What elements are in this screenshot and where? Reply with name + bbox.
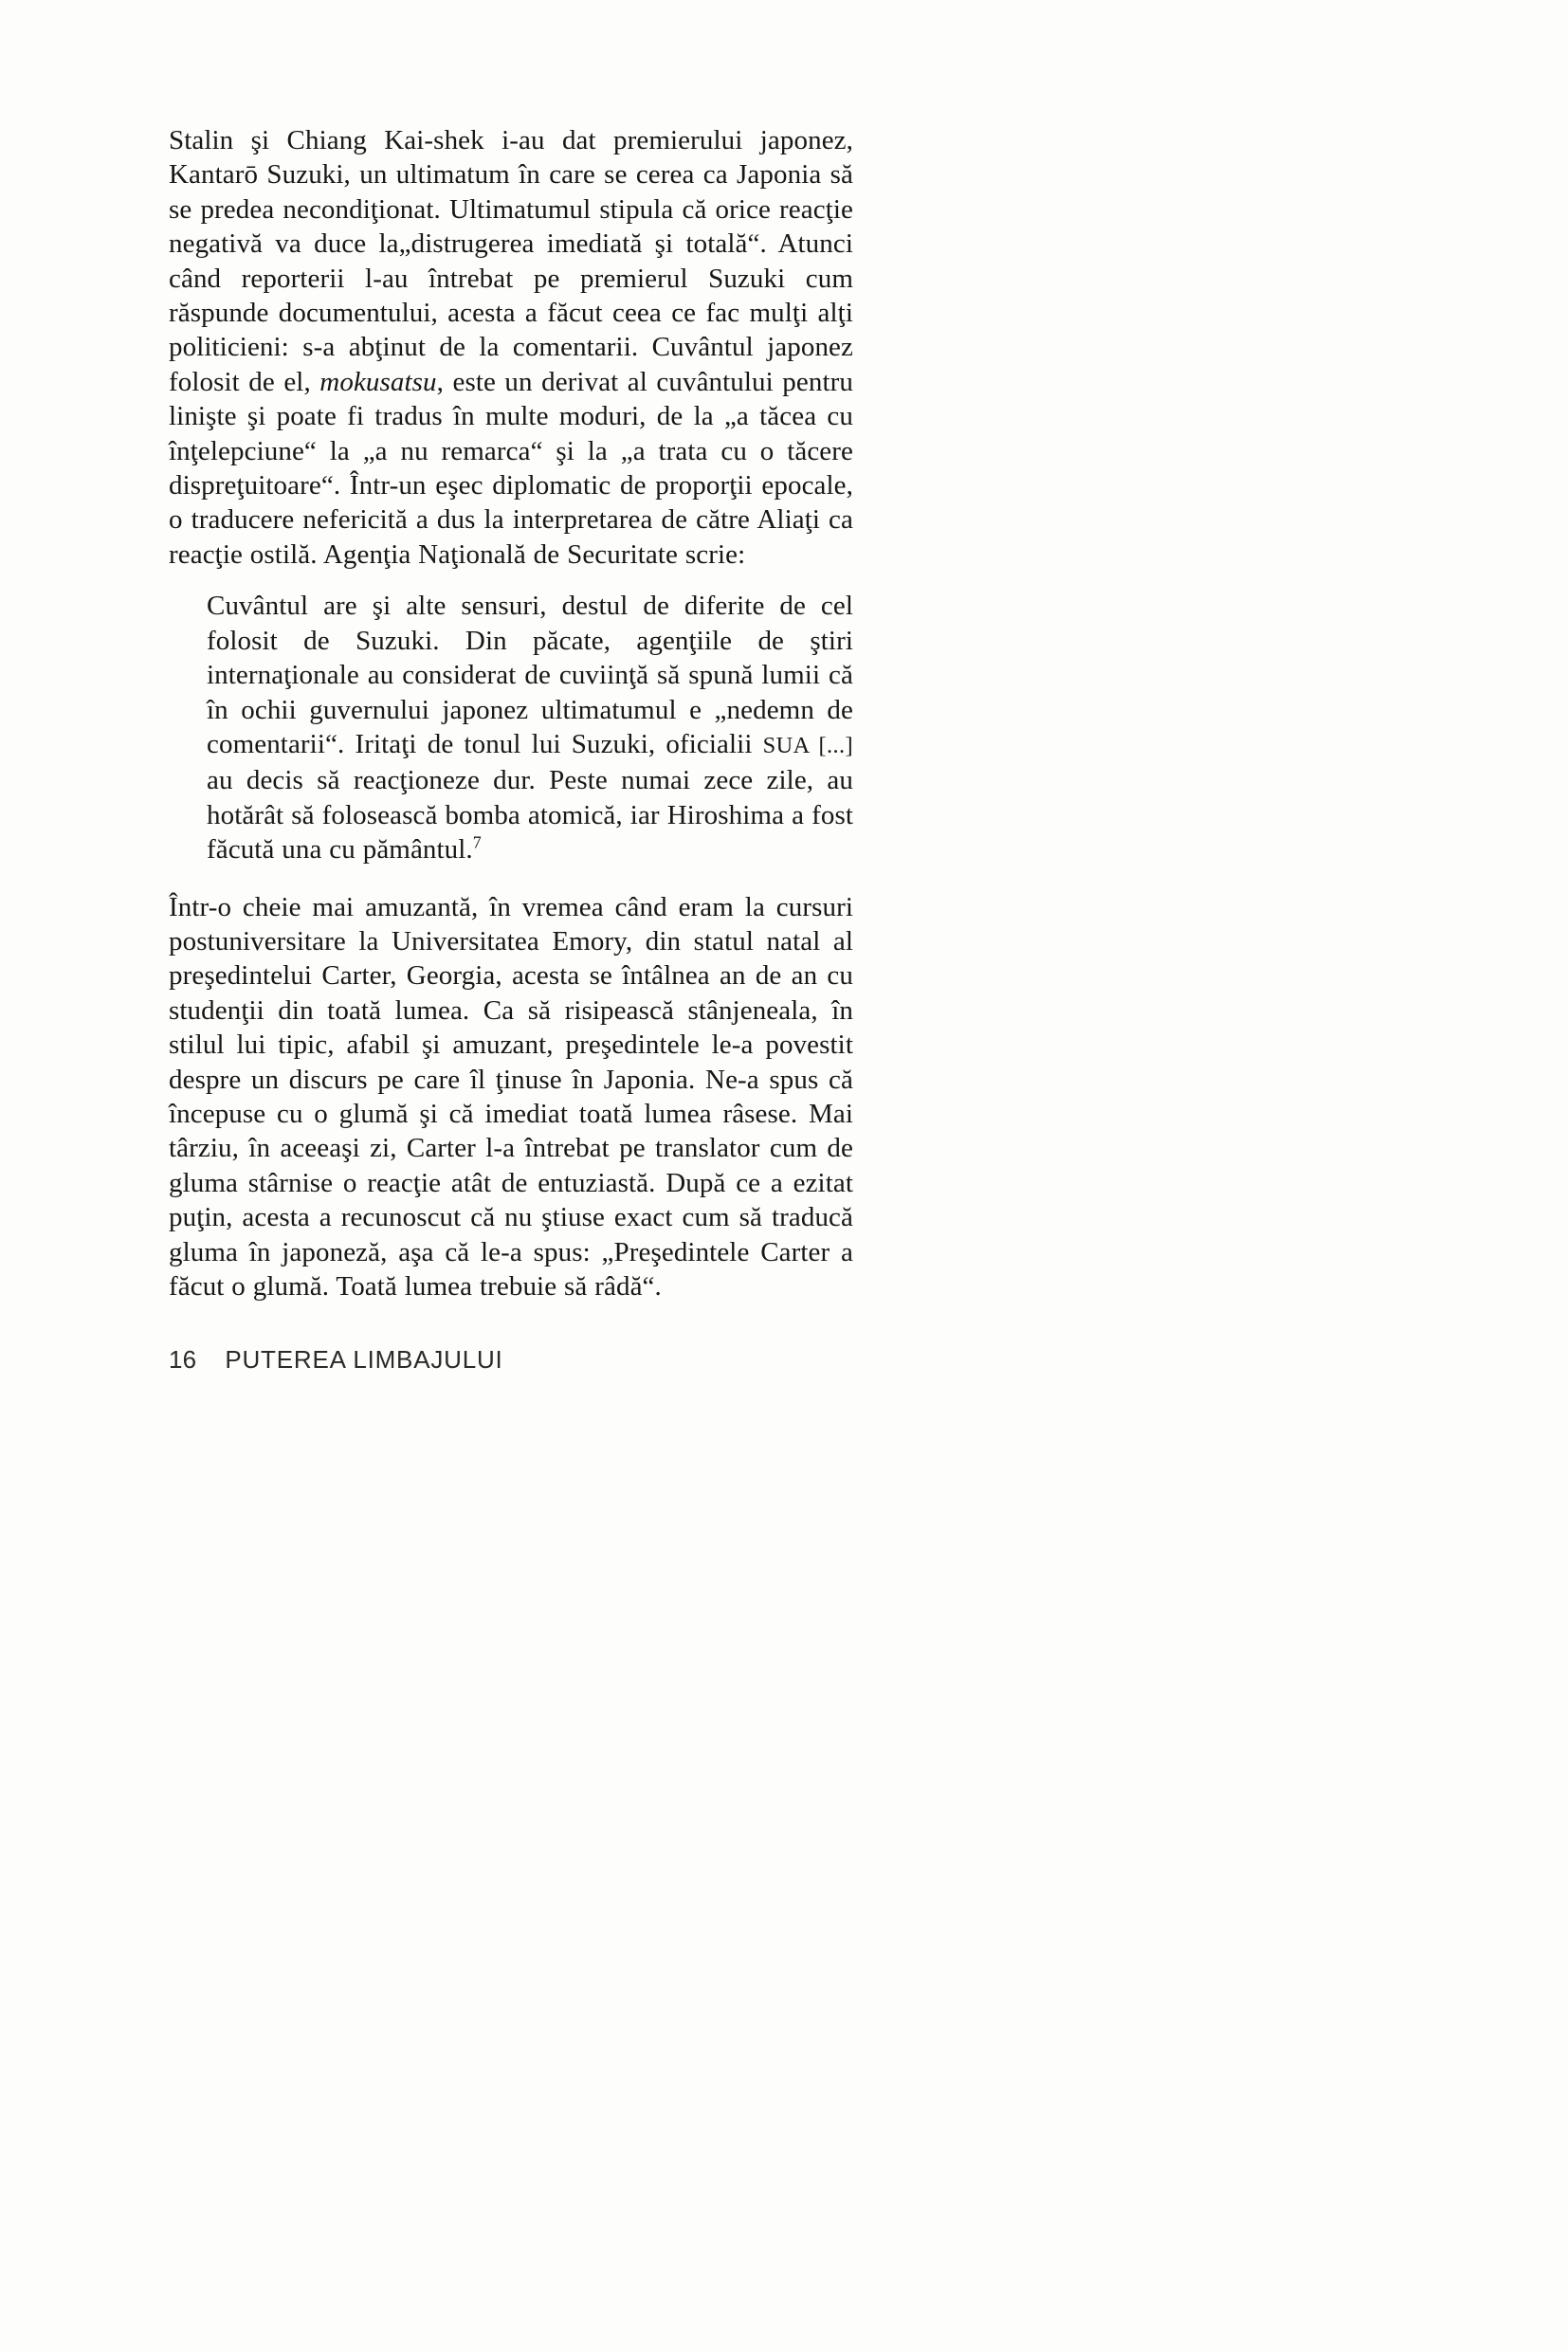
paragraph-ultimatum-text: Stalin şi Chiang Kai-shek i-au dat premierului japonez, Kantarō Suzuki, un ultimatum în care se cerea ca Japonia să se predea necondiţionat. Ultimatumul stipula că orice reacţie negativă va duce la„distrugerea imediată şi totală“. Atunci când reporterii l-au întrebat pe premierul Suzuki cum răspunde documentului, acesta a făcut ceea ce fac mulţi alţi politicieni: s-a abţinut de la comentarii. Cuvântul japonez folosit de el, [169,125,853,397]
blockquote-sua-segment: SUA [...] [762,732,853,758]
page-footer [169,1345,853,1375]
footnote-reference-7: 7 [472,832,482,852]
paragraph-carter: Într-o cheie mai amuzantă, în vremea când eram la cursuri postuniversitare la Universitatea Emory, din statul natal al preşedintelui Carter, Georgia, acesta se întâlnea an de an cu studenţii din toată lumea. Ca să risipească stânjeneala, în stilul lui tipic, afabil şi amuzant, preşedintele le-a povestit despre un discurs pe care îl ţinuse în Japonia. Ne-a spus că începuse cu o glumă şi că imediat toată lumea râsese. Mai târziu, în aceeaşi zi, Carter l-a întrebat pe translator cum de gluma stârnise o reacţie atât de entuziastă. După ce a ezitat puţin, acesta a recunoscut că nu ştiuse exact cum să traducă gluma în japoneză, aşa că le-a spus: „Preşedintele Carter a făcut o glumă. Toată lumea trebuie să râdă“. [169,891,853,1302]
blockquote-nsa [207,589,853,866]
running-title: PUTEREA LIMBAJULUI [225,1345,503,1375]
blockquote-text: Cuvântul are şi alte sensuri, destul de diferite de cel folosit de Suzuki. Din păcate, agenţiile de ştiri internaţionale au considerat de cuviinţă să spună lumii că în ochii guvernului japonez ultimatumul e „nedemn de comentarii“. Iritaţi de tonul lui Suzuki, oficialii [207,591,853,759]
paragraph-ultimatum-text-continued: , este un derivat al cuvântului pentru linişte şi poate fi tradus în multe moduri, de la „a tăcea cu înţelepciune“ la „a nu remarca“ şi la „a trata cu o tăcere dispreţuitoare“. Într-un eşec diplomatic de proporţii epocale, o traducere nefericită a dus la interpretarea de către Aliaţi ca reacţie ostilă. Agenţia Naţională de Securitate scrie: [169,366,853,570]
italic-term-mokusatsu: mokusatsu [319,366,437,397]
page-number: 16 [169,1345,197,1375]
page-text-block [169,123,853,1375]
blockquote-text-continued: au decis să reacţioneze dur. Peste numai zece zile, au hotărât să folosească bomba atomică, iar Hiroshima a fost făcută una cu pământul. [207,765,853,866]
paragraph-ultimatum [169,123,853,572]
